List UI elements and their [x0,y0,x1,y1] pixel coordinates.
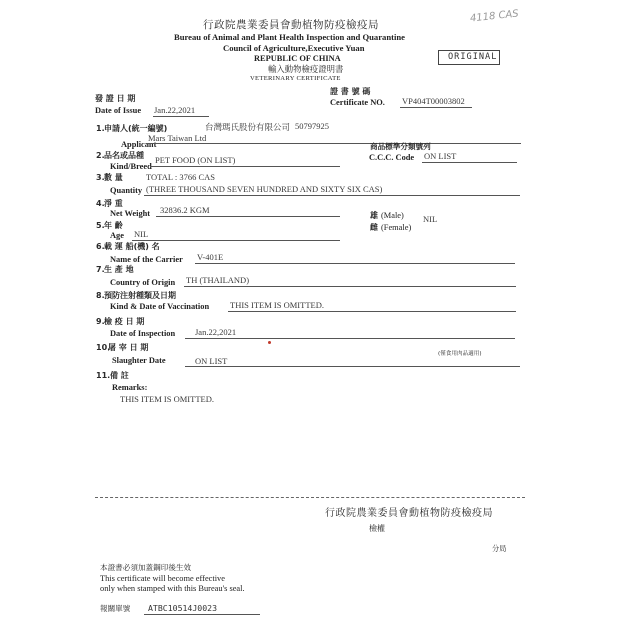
age-underline [132,240,340,241]
declaration-no-label-zh: 報關單號 [100,604,131,613]
applicant-label-zh: 申請人(統一編號) [104,124,168,133]
remarks-label-zh: 備 註 [110,371,129,380]
seal-notice-zh: 本證書必須加蓋鋼印後生效 [100,563,192,572]
field-5-number: 5. [96,221,105,230]
origin-underline [184,286,516,287]
remarks-value: THIS ITEM IS OMITTED. [120,394,214,404]
slaughter-label-zh: 屠 宰 日 期 [108,343,149,352]
age-label-zh: 年 齡 [104,221,123,230]
applicant-name-en: Mars Taiwan Ltd [148,133,207,143]
field-10-number: 10. [96,343,111,352]
field-3-number: 3. [96,173,105,182]
sex-value: NIL [423,214,438,224]
quantity-underline [144,195,520,196]
declaration-no-underline [144,614,260,615]
signature-divider [95,497,525,498]
weight-underline [156,216,340,217]
issue-date-label-en: Date of Issue [95,106,142,115]
seal-notice-en-line2: only when stamped with this Bureau's seal. [100,584,245,593]
slaughter-underline [185,366,520,367]
certificate-no-label-zh: 證 書 號 碼 [330,87,371,96]
ccc-value: ON LIST [424,151,457,161]
weight-label-en: Net Weight [110,209,151,218]
agency-name-zh: 行政院農業委員會動植物防疫檢疫局 [203,19,379,31]
carrier-label-en: Name of the Carrier [110,255,183,264]
certificate-no-underline [400,107,472,108]
field-7-number: 7. [96,265,105,274]
sex-male-label-zh: 雄 [370,211,378,220]
vaccination-label-en: Kind & Date of Vaccination [110,302,210,311]
vaccination-label-zh: 預防注射種類及日期 [104,291,176,300]
slaughter-note-zh: (僅食用肉品適用) [438,351,482,357]
field-2-number: 2. [96,151,105,160]
certificate-title-en: VETERINARY CERTIFICATE [250,75,341,82]
ink-mark [268,341,271,344]
quantity-total: TOTAL : 3766 CAS [146,172,215,182]
slaughter-value: ON LIST [195,356,228,366]
applicant-underline [146,143,521,144]
origin-label-en: Country of Origin [110,278,176,287]
original-stamp [438,50,500,65]
inspection-label-en: Date of Inspection [110,329,176,338]
field-9-number: 9. [96,317,105,326]
seal-notice-en-line1: This certificate will become effective [100,574,225,583]
declaration-no-value: ATBC10514J0023 [148,603,218,613]
footer-branch-zh: 檢權 [369,524,385,533]
sex-female-label-zh: 雌 [370,223,378,232]
field-4-number: 4. [96,199,105,208]
weight-label-zh: 淨 重 [104,199,123,208]
net-weight-value: 32836.2 KGM [160,205,210,215]
carrier-underline [195,263,515,264]
applicant-id: 50797925 [295,121,329,131]
age-value: NIL [134,229,149,239]
inspection-date-value: Jan.22,2021 [195,327,237,337]
remarks-label-en: Remarks: [112,383,148,392]
inspection-label-zh: 檢 疫 日 期 [104,317,145,326]
ccc-label-zh: 商品標準分類號列 [370,142,431,151]
inspection-underline [185,338,515,339]
origin-value: TH (THAILAND) [186,275,250,285]
sex-male-label-en: (Male) [381,211,404,220]
age-label-en: Age [110,231,124,240]
field-6-number: 6. [96,242,105,251]
kind-value: PET FOOD (ON LIST) [155,155,236,165]
vaccination-value: THIS ITEM IS OMITTED. [230,300,324,310]
ccc-label-en: C.C.C. Code [369,153,415,162]
quantity-in-words: (THREE THOUSAND SEVEN HUNDRED AND SIXTY SIX CAS) [146,184,383,194]
original-stamp-label: ORIGINAL [448,52,498,62]
ccc-underline [422,162,517,163]
issue-date-value: Jan.22,2021 [154,105,196,115]
vaccination-underline [228,311,516,312]
footer-office-zh: 分局 [492,544,507,553]
footer-agency-zh: 行政院農業委員會動植物防疫檢疫局 [325,508,493,519]
applicant-name-zh: 台灣瑪氏股份有限公司 [205,122,291,132]
sex-female-label-en: (Female) [381,223,412,232]
kind-label-en: Kind/Breed [110,162,152,171]
carrier-value: V-401E [197,252,224,262]
field-8-number: 8. [96,291,105,300]
agency-name-en: Bureau of Animal and Plant Health Inspection and Quarantine [174,32,405,42]
issue-date-underline [153,116,209,117]
carrier-label-zh: 載 運 船(機) 名 [104,242,160,251]
council-name-en: Council of Agriculture,Executive Yuan [223,43,365,53]
applicant-label-en: Applicant [121,140,157,149]
certificate-no-value: VP404T00003802 [402,96,465,106]
country-name-en: REPUBLIC OF CHINA [254,54,341,63]
certificate-no-label-en: Certificate NO. [330,98,385,107]
field-1-number: 1. [96,124,105,133]
issue-date-label-zh: 發 證 日 期 [95,94,136,103]
field-11-number: 11. [96,371,111,380]
handwritten-note: 4118 CAS [469,8,520,25]
kind-label-zh: 品名或品種 [104,151,144,160]
kind-underline [150,166,340,167]
origin-label-zh: 生 產 地 [104,265,134,274]
quantity-label-zh: 數 量 [104,173,123,182]
slaughter-label-en: Slaughter Date [112,356,166,365]
certificate-title-zh: 輸入動物檢疫證明書 [268,64,344,74]
quantity-label-en: Quantity [110,186,143,195]
